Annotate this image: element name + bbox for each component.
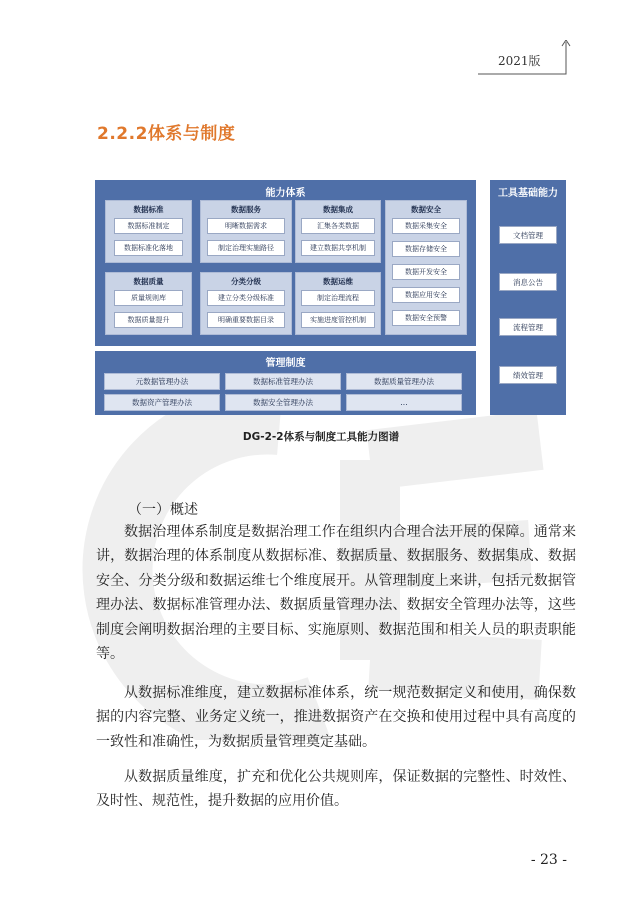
group-item: 数据应用安全 — [392, 287, 460, 303]
management-item: 数据标准管理办法 — [225, 373, 341, 390]
page-number: - 23 - — [530, 852, 567, 868]
group-data-quality — [105, 272, 192, 335]
management-panel — [95, 351, 476, 415]
overview-heading: （一）概述 — [128, 502, 198, 518]
group-item: 数据标准制定 — [114, 218, 183, 234]
tools-title: 工具基础能力 — [498, 188, 558, 199]
overview-paragraph: 从数据质量维度，扩充和优化公共规则库，保证数据的完整性、时效性、及时性、规范性，提升数据的应用价值。 — [96, 769, 576, 810]
group-item: 制定治理流程 — [301, 290, 375, 306]
group-data-security — [385, 200, 467, 335]
group-item: 数据安全预警 — [392, 310, 460, 326]
group-item: 数据开发安全 — [392, 264, 460, 280]
group-data-integration — [295, 200, 381, 263]
group-item: 制定治理实施路径 — [207, 240, 285, 256]
group-item: 明确重要数据目录 — [207, 312, 285, 328]
group-item: 建立分类分级标准 — [207, 290, 285, 306]
group-item: 实施进度管控机制 — [301, 312, 375, 328]
capability-figure — [95, 180, 566, 417]
group-title: 数据标准 — [133, 205, 164, 214]
group-title: 数据运维 — [323, 277, 353, 286]
group-item: 数据标准化落地 — [114, 240, 183, 256]
tool-item: 消息公告 — [499, 273, 557, 291]
group-title: 数据质量 — [133, 277, 164, 286]
group-item: 数据存储安全 — [392, 241, 460, 257]
group-data-operations — [295, 272, 381, 335]
group-title: 数据服务 — [231, 205, 261, 214]
management-item: 元数据管理办法 — [104, 373, 220, 390]
capability-title: 能力体系 — [265, 188, 306, 199]
group-data-standard — [105, 200, 192, 263]
tool-item: 绩效管理 — [499, 366, 557, 384]
group-title: 分类分级 — [231, 277, 261, 286]
section-title: 2.2.2体系与制度 — [97, 124, 236, 144]
management-item: 数据安全管理办法 — [225, 394, 341, 411]
tool-item: 流程管理 — [499, 318, 557, 336]
edition-label: 2021版 — [498, 54, 541, 68]
tool-item: 文档管理 — [499, 226, 557, 244]
tools-panel — [490, 180, 566, 415]
overview-paragraph: 数据治理体系制度是数据治理工作在组织内合理合法开展的保障。通常来讲，数据治理的体系制度从数据标准、数据质量、数据服务、数据集成、数据安全、分类分级和数据运维七个维度展开。从管理制度上来讲，包括元数据管理办法、数据标准管理办法、数据质量管理办法、数据安全管理办法等，这些制度会阐明数据治理的主要目标、实施原则、数据范围和相关人员的职责职能等。 — [96, 524, 576, 663]
capability-panel — [95, 180, 476, 346]
group-item: 数据质量提升 — [114, 312, 183, 328]
group-data-service — [200, 200, 292, 263]
group-item: 明晰数据需求 — [207, 218, 285, 234]
group-item: 建立数据共享机制 — [301, 240, 375, 256]
group-item: 汇集各类数据 — [301, 218, 375, 234]
group-classification — [200, 272, 292, 335]
group-item: 质量规则库 — [114, 290, 183, 306]
group-title: 数据集成 — [323, 205, 353, 214]
management-item: 数据质量管理办法 — [346, 373, 462, 390]
management-title: 管理制度 — [265, 358, 306, 369]
management-item: ... — [346, 394, 462, 411]
overview-paragraph: 从数据标准维度，建立数据标准体系，统一规范数据定义和使用，确保数据的内容完整、业务定义统一，推进数据资产在交换和使用过程中具有高度的一致性和准确性，为数据质量管理奠定基础。 — [96, 685, 576, 750]
management-item: 数据资产管理办法 — [104, 394, 220, 411]
figure-caption: DG-2-2体系与制度工具能力图谱 — [242, 431, 400, 443]
group-item: 数据采集安全 — [392, 218, 460, 234]
group-title: 数据安全 — [411, 205, 441, 214]
